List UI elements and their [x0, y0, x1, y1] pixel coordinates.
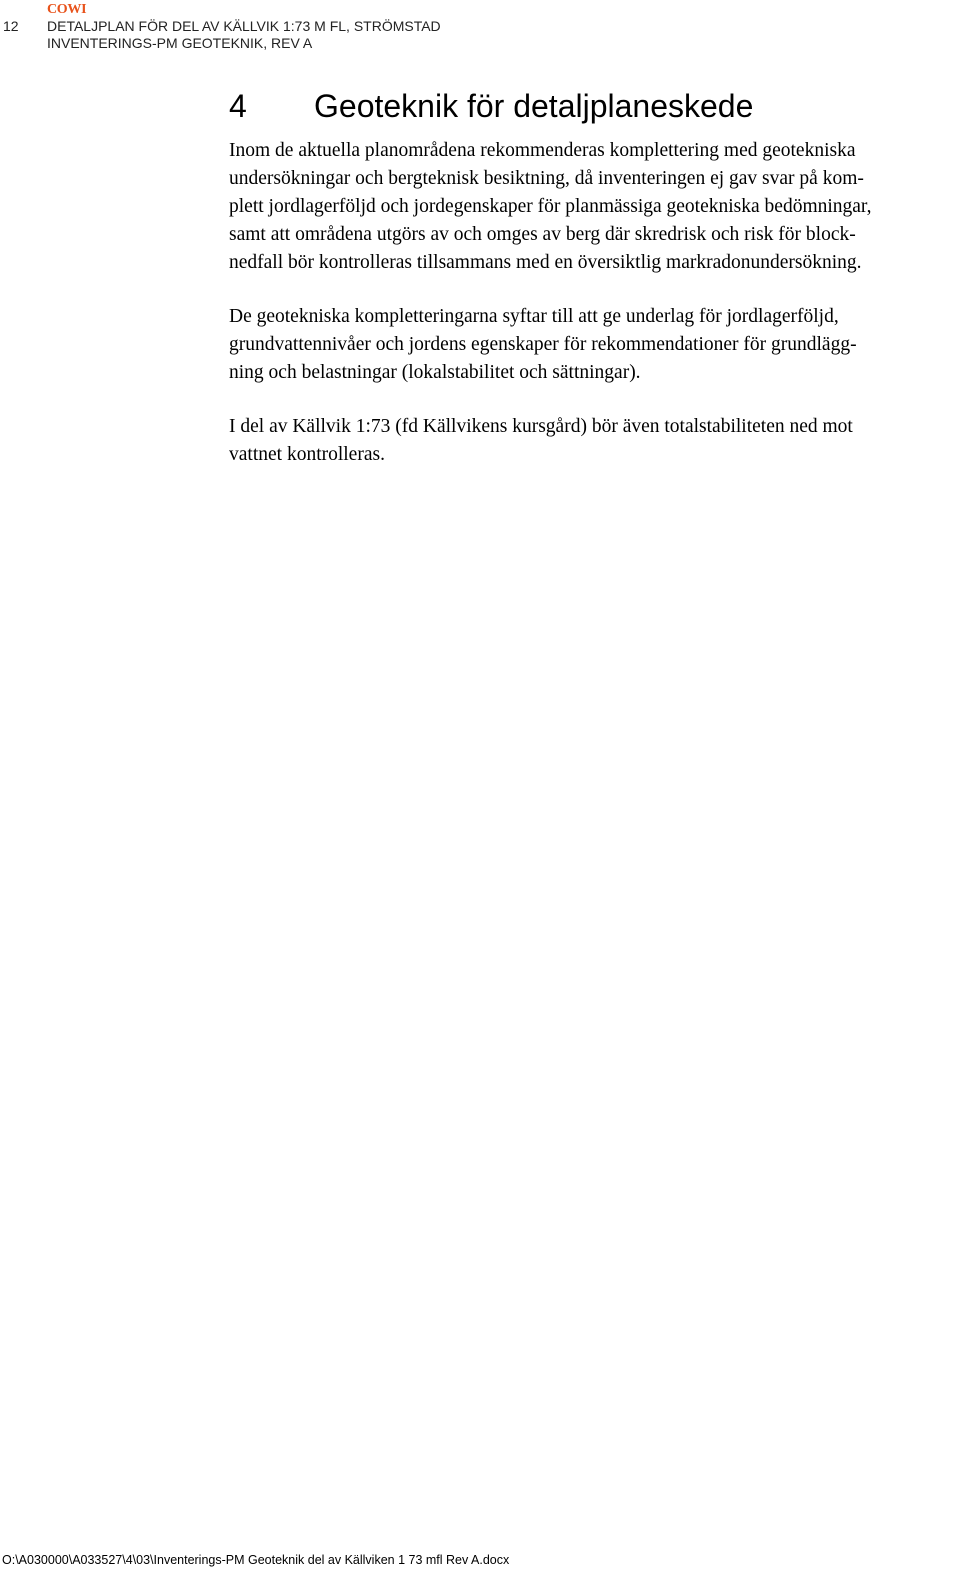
paragraph-line: samt att områdena utgörs av och omges av berg där skredrisk och risk för block-: [229, 224, 856, 245]
paragraph-line: undersökningar och bergteknisk besiktning, då inventeringen ej gav svar på kom-: [229, 168, 864, 189]
paragraph-line: plett jordlagerföljd och jordegenskaper för planmässiga geotekniska bedömningar,: [229, 196, 872, 217]
cowi-logo: COWI: [47, 2, 87, 17]
paragraph-recommendation: [229, 137, 949, 277]
main-content: [229, 86, 949, 495]
page-number: 12: [3, 18, 19, 34]
document-subtitle: INVENTERINGS-PM GEOTEKNIK, REV A: [47, 35, 313, 51]
running-header: [47, 18, 441, 52]
paragraph-line: ning och belastningar (lokalstabilitet och sättningar).: [229, 362, 641, 383]
paragraph-line: Inom de aktuella planområdena rekommenderas komplettering med geotekniska: [229, 140, 856, 161]
section-title: Geoteknik för detaljplaneskede: [314, 88, 754, 124]
paragraph-line: I del av Källvik 1:73 (fd Källvikens kursgård) bör även totalstabiliteten ned mot: [229, 416, 853, 437]
section-number: 4: [229, 88, 247, 124]
paragraph-stability: [229, 413, 949, 469]
paragraph-line: De geotekniska kompletteringarna syftar till att ge underlag för jordlagerföljd,: [229, 306, 839, 327]
footer-file-path: O:\A030000\A033527\4\03\Inventerings-PM Geoteknik del av Källviken 1 73 mfl Rev A.docx: [2, 1553, 510, 1567]
paragraph-line: grundvattennivåer och jordens egenskaper för rekommendationer för grundlägg-: [229, 334, 857, 355]
document-title: DETALJPLAN FÖR DEL AV KÄLLVIK 1:73 M FL, STRÖMSTAD: [47, 18, 441, 34]
paragraph-line: vattnet kontrolleras.: [229, 444, 385, 465]
section-heading: [229, 86, 949, 126]
paragraph-purpose: [229, 303, 949, 387]
paragraph-line: nedfall bör kontrolleras tillsammans med en översiktlig markradonundersökning.: [229, 252, 862, 273]
